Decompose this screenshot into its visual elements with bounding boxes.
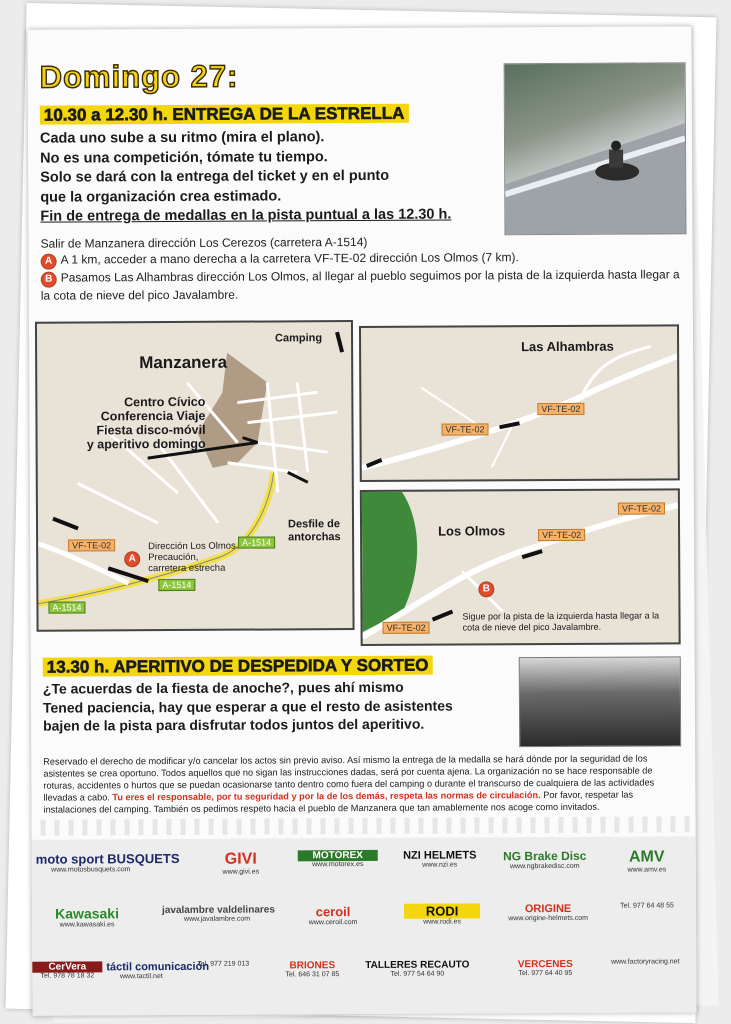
road-tag-vf: VF-TE-02	[618, 502, 665, 514]
map-marker-b-icon: B	[478, 581, 494, 597]
sponsor-origine	[496, 903, 600, 923]
marker-b-icon: B	[41, 272, 57, 288]
sponsor-kawasaki	[32, 905, 142, 929]
sponsor-text: www.givi.es	[222, 868, 260, 876]
sponsor-text: www.rodi.es	[423, 918, 461, 926]
sponsor-text: www.ngbrakedisc.com	[509, 862, 580, 871]
body-line: No es una competición, tómate tu tiempo.	[40, 148, 328, 167]
fine-print-part2: Por favor, respetar las instalaciones del camping. También os pedimos respeto hacia el pueblo de Manzanera que tan amablemente nos acoge como invitados.	[43, 789, 634, 815]
sponsor-logo: GIVI	[224, 850, 257, 868]
sponsor-text: www.amv.es	[627, 866, 667, 874]
road-tag-vf: VF-TE-02	[441, 423, 488, 435]
sponsor-text: Tel. 977 219 013	[197, 960, 250, 968]
sponsor-javalambre	[162, 904, 275, 923]
sponsor-text: www.factoryracing.net	[611, 958, 680, 966]
fine-print-warning: Tu eres el responsable,	[112, 791, 214, 803]
road-tag-vf: VF-TE-02	[538, 529, 585, 541]
sponsor-text: Tel. 977 64 40 95	[518, 969, 573, 978]
motorcycle-photo-illustration	[505, 63, 686, 234]
sponsor-talleres-recauto	[362, 959, 472, 978]
sponsor-logo: BRIONES	[289, 960, 336, 972]
sponsor-logo: táctil comunicación	[106, 960, 210, 974]
sponsor-text: Tel. 977 54 64 90	[390, 970, 445, 978]
sponsor-tactil	[106, 960, 210, 981]
map-town-label: Las Alhambras	[521, 338, 614, 355]
sponsor-motorex	[298, 850, 378, 868]
fine-print-part1: Reservado el derecho de modificar y/o cancelar los actos sin previo aviso. Así mismo la entrega de la medalla se hará dónde por la seguridad de los asistentes se crea oportuno. Todos aquellos que no sigan las instrucciones dadas, será por cuenta ajena. La organización no se hace responsable de roturas, accidentes o hurtos que se puedan ocasionarse tanto dentro como fuera del camping o durante el transcurso de cualquiera de las actividades llevadas a cabo.	[43, 753, 655, 803]
sponsor-logo: javalambre valdelinares	[162, 904, 275, 917]
section-heading-aperitivo	[43, 656, 433, 678]
sponsor-text: www.origine-helmets.com	[508, 914, 588, 923]
sponsor-text: www.motorex.es	[312, 860, 364, 869]
sponsor-givi	[196, 850, 286, 875]
map-direccion-line: Dirección Los Olmos.	[148, 540, 239, 553]
sponsor-logo: VERCENES	[517, 958, 573, 971]
directions-block	[41, 232, 681, 303]
sponsor-cervera	[32, 961, 102, 979]
map-direccion-label	[148, 541, 238, 574]
sponsor-logo: NG Brake Disc	[503, 848, 587, 864]
sponsor-text: Tel. 977 64 48 55	[620, 902, 674, 910]
page-title: Domingo 27:	[39, 58, 239, 95]
sponsor-logo: CerVera	[32, 961, 102, 972]
heading-highlight: 13.30 h. APERITIVO DE DESPEDIDA Y SORTEO	[43, 656, 433, 677]
road-tag-vf: VF-TE-02	[68, 539, 115, 551]
road-tag-a1514: A-1514	[238, 536, 275, 548]
map-camping-label: Camping	[275, 332, 323, 345]
map-carretera-line: carretera estrecha	[148, 562, 226, 575]
map-centro-label	[57, 395, 205, 452]
map-fiesta-line: Fiesta disco-móvil	[96, 422, 206, 438]
sponsor-briones	[272, 960, 352, 978]
sponsor-text: Tel. 646 31 07 85	[285, 971, 340, 979]
body-line: Cada uno sube a su ritmo (mira el plano).	[39, 129, 325, 147]
road-tag-vf: VF-TE-02	[383, 622, 430, 634]
step-a-text: A 1 km, acceder a mano derecha a la carretera VF-TE-02 dirección Los Olmos (7 km).	[60, 250, 519, 267]
sponsor-text: www.ceroil.com	[308, 919, 358, 927]
sponsor-text: Tel. 978 78 18 32	[40, 972, 95, 980]
road-tag-a1514: A-1514	[158, 579, 195, 591]
heading-highlight: 10.30 a 12.30 h. ENTREGA DE LA ESTRELLA	[40, 104, 409, 125]
map-conferencia-line: Conferencia Viaje	[100, 408, 206, 424]
sponsor-logo: MOTOREX	[298, 850, 378, 861]
map-desfile-label	[288, 518, 341, 544]
section-body-aperitivo	[43, 677, 513, 735]
map-olmos-note: Sigue por la pista de la izquierda hasta llegar a la cota de nieve del pico Javalambre.	[462, 610, 660, 633]
sponsor-logo: ORIGINE	[524, 902, 572, 916]
map-alhambras-roads	[361, 326, 678, 480]
sponsor-busquets	[35, 850, 180, 874]
sponsor-text: www.javalambre.com	[183, 915, 251, 923]
map-town-label: Manzanera	[139, 352, 228, 373]
body-line: Solo se dará con la entrega del ticket y en el punto	[40, 167, 390, 186]
map-antorchas-line: antorchas	[288, 531, 341, 544]
sponsor-factory-racing	[600, 958, 690, 965]
step-b-text: Pasamos Las Alhambras dirección Los Olmos, al llegar al pueblo seguimos por la pista de la izquierda hasta llegar a la cota de nieve del pico Javalambre.	[40, 267, 680, 303]
sponsor-ng	[500, 849, 590, 870]
sponsor-text: www.nzi.es	[422, 861, 458, 869]
body-line: que la organización crea estimado.	[40, 187, 282, 206]
map-town-label: Los Olmos	[438, 523, 506, 539]
road-tag-vf: VF-TE-02	[537, 403, 584, 415]
map-las-alhambras	[359, 324, 680, 482]
sponsor-tel-1	[612, 902, 682, 909]
directions-step-b	[41, 266, 681, 303]
section-heading-entrega	[40, 104, 409, 126]
body-line: Tened paciencia, hay que esperar a que el resto de asistentes	[42, 697, 453, 716]
sponsor-logo: TALLERES RECAUTO	[365, 959, 470, 971]
road-tag-a1514: A-1514	[48, 601, 85, 613]
sponsor-text: www.tactil.net	[119, 973, 163, 981]
sponsor-logo: AMV	[628, 848, 665, 866]
torn-edge	[32, 816, 696, 835]
map-marker-a-icon: A	[124, 551, 140, 567]
marker-a-icon: A	[41, 254, 57, 270]
sponsor-logo: NZI HELMETS	[403, 849, 477, 862]
sponsor-text: www.motosbusquets.com	[51, 866, 131, 874]
map-manzanera	[35, 320, 355, 632]
sponsor-logo: Kawasaki	[55, 905, 119, 922]
deadline-line: Fin de entrega de medallas en la pista puntual a las 12.30 h.	[40, 206, 452, 225]
map-precaucion-line: Precaución,	[148, 551, 199, 564]
section-body-entrega	[40, 127, 501, 227]
sponsor-rodi	[404, 903, 480, 925]
map-aperitivo-line: y aperitivo domingo	[86, 436, 206, 452]
fine-print	[43, 752, 683, 815]
directions-intro: Salir de Manzanera dirección Los Cerezos (carretera A-1514)	[40, 234, 368, 251]
map-los-olmos	[360, 488, 681, 646]
sponsor-nzi	[400, 849, 480, 868]
motorcycle-snow-photo	[504, 62, 687, 235]
sponsor-logo: moto sport BUSQUETS	[35, 850, 180, 867]
sponsor-vercenes	[500, 959, 590, 977]
fine-print-warning: por tu seguridad y por la de los demás, respeta las normas de circulación.	[216, 790, 541, 802]
sponsor-text: www.kawasaki.es	[59, 921, 115, 929]
map-centro-line: Centro Cívico	[124, 394, 206, 410]
sponsor-tel-2	[188, 961, 258, 968]
flyer-page	[27, 26, 696, 1015]
sponsors-strip	[32, 836, 697, 1015]
body-line: bajen de la pista para disfrutar todos juntos del aperitivo.	[43, 715, 425, 734]
sponsor-ceroil	[288, 904, 378, 926]
sponsor-logo: ceroil	[315, 904, 351, 920]
body-line: ¿Te acuerdas de la fiesta de anoche?, pues ahí mismo	[42, 678, 404, 697]
map-desfile-line: Desfile de	[287, 518, 341, 531]
party-crowd-photo	[519, 656, 681, 747]
sponsor-logo: RODI	[404, 903, 480, 918]
sponsor-amv	[612, 848, 682, 873]
